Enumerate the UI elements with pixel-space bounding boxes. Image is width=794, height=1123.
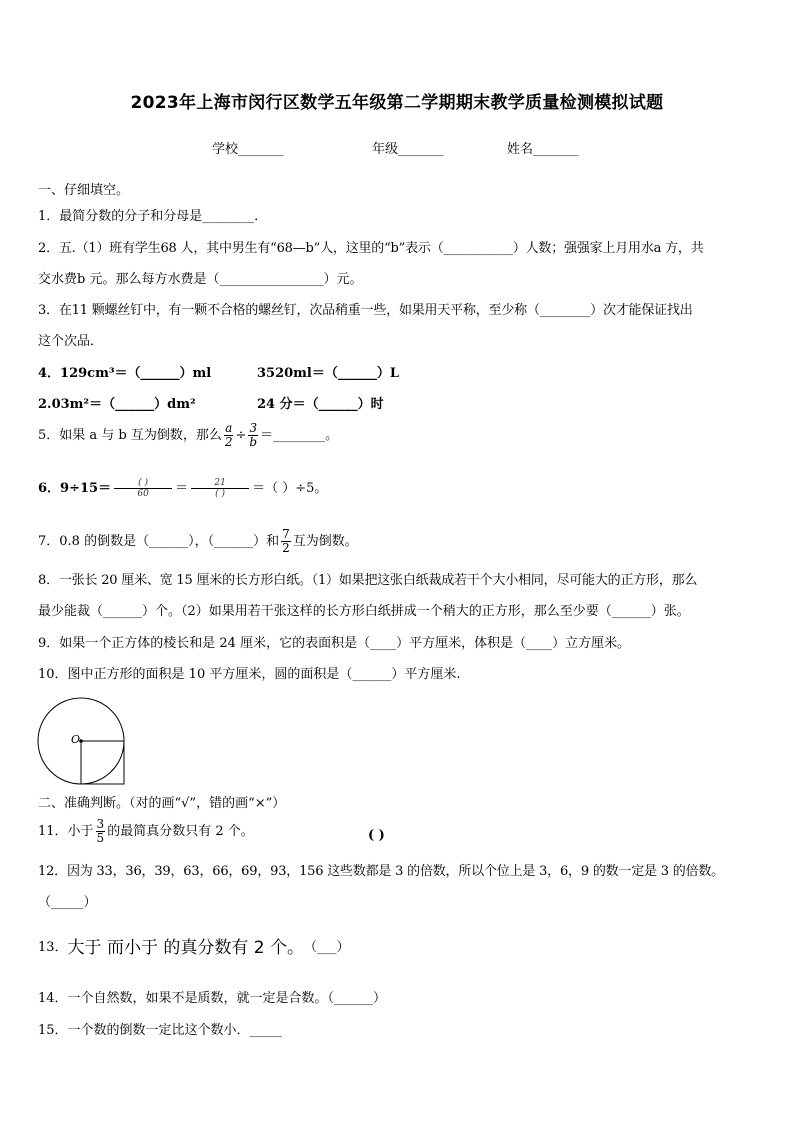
question-15: 15．一个数的倒数一定比这个数小．_____ xyxy=(38,1023,283,1038)
question-4-part-d: 24 分＝（______）时 xyxy=(257,397,384,412)
question-2-line-1: 2．五.（1）班有学生68 人，其中男生有“68—b”人，这里的“b”表示（___________）人数；强强家上月用水a 方，共 xyxy=(38,241,704,256)
question-9: 9．如果一个正方体的棱长和是 24 厘米，它的表面积是（____）平方厘米，体积是（____）立方厘米。 xyxy=(38,636,631,651)
question-12-line-2: （_____） xyxy=(38,895,97,910)
question-13-number: 13． xyxy=(38,940,68,955)
question-5-text: 5．如果 a 与 b 互为倒数，那么 xyxy=(38,427,222,443)
equals-sign: ＝ xyxy=(175,480,189,496)
question-4-part-a: 4．129cm³＝（______）ml xyxy=(38,366,212,381)
question-10: 10．图中正方形的面积是 10 平方厘米，圆的面积是（______）平方厘米. xyxy=(38,667,461,682)
fraction-denominator: 60 xyxy=(137,489,149,499)
fraction-denominator: b xyxy=(249,435,258,449)
fraction-7-over-2 xyxy=(281,528,291,555)
fraction-blank-over-60 xyxy=(113,478,173,499)
question-11-answer-paren: ( ) xyxy=(368,828,385,843)
question-7-text: 7．0.8 的倒数是（______），（______）和 xyxy=(38,533,280,549)
fraction-numerator: 3 xyxy=(96,817,105,831)
question-11-end: 的最简真分数只有 2 个。 xyxy=(107,823,254,839)
question-6-answer: ＝（ ）÷5。 xyxy=(252,480,328,496)
fraction-denominator: 5 xyxy=(96,831,105,845)
question-7 xyxy=(38,528,358,555)
question-14: 14．一个自然数，如果不是质数，就一定是合数。（______） xyxy=(38,991,387,1006)
fraction-a-over-2 xyxy=(224,422,234,449)
fraction-3-over-5 xyxy=(96,818,106,845)
question-11-text: 11．小于 xyxy=(38,823,94,839)
fraction-denominator: 2 xyxy=(282,541,290,555)
question-11 xyxy=(38,818,254,845)
question-7-end: 互为倒数。 xyxy=(292,533,358,549)
name-field: 姓名_______ xyxy=(507,142,579,157)
question-5-answer: ＝________。 xyxy=(260,427,339,443)
page-title: 2023年上海市闵行区数学五年级第二学期期末教学质量检测模拟试题 xyxy=(130,93,664,113)
fraction-3-over-b xyxy=(248,422,258,449)
fraction-denominator: ( ) xyxy=(215,489,226,499)
question-12-line-1: 12．因为 33，36，39，63，66，69，93，156 这些数都是 3 的倍数，所以个位上是 3，6，9 的数一定是 3 的倍数。 xyxy=(38,864,724,879)
question-4-part-b: 3520ml＝（______）L xyxy=(257,366,400,381)
question-3-line-1: 3．在11 颗螺丝钉中，有一颗不合格的螺丝钉，次品稍重一些，如果用天平称，至少称（________）次才能保证找出 xyxy=(38,303,693,318)
question-3-line-2: 这个次品． xyxy=(38,334,104,349)
question-6 xyxy=(38,478,327,499)
fraction-numerator: ( ) xyxy=(114,478,172,489)
fraction-numerator: 21 xyxy=(191,478,249,489)
question-8-line-1: 8．一张长 20 厘米、宽 15 厘米的长方形白纸。（1）如果把这张白纸裁成若干个大小相同，尽可能大的正方形，那么 xyxy=(38,573,698,588)
divide-sign: ÷ xyxy=(235,427,247,443)
section-1-heading: 一、仔细填空。 xyxy=(38,183,130,198)
fraction-21-over-blank xyxy=(190,478,250,499)
square-shape xyxy=(81,741,124,784)
fraction-numerator: 7 xyxy=(282,527,290,541)
question-4-part-c: 2.03m²＝（______）dm² xyxy=(38,397,196,412)
question-6-text: 6．9÷15＝ xyxy=(38,480,112,496)
circle-square-figure xyxy=(36,694,130,788)
question-5 xyxy=(38,422,338,449)
center-label: O xyxy=(71,733,81,746)
question-13-text: 大于 而小于 的真分数有 2 个。 xyxy=(67,938,304,958)
question-13 xyxy=(38,940,350,956)
question-8-line-2: 最少能裁（______）个。（2）如果用若干张这样的长方形白纸拼成一个稍大的正方形，那么至少要（______）张。 xyxy=(38,604,690,619)
fraction-denominator: 2 xyxy=(224,435,233,449)
school-field: 学校_______ xyxy=(212,142,284,157)
question-13-answer: （___） xyxy=(303,940,350,955)
question-1: 1．最简分数的分子和分母是________． xyxy=(38,209,268,224)
question-2-line-2: 交水费b 元。那么每方水费是（________________）元。 xyxy=(38,272,363,287)
fraction-numerator: a xyxy=(225,421,233,435)
section-2-heading: 二、准确判断。（对的画“√”，错的画“×”） xyxy=(38,796,286,811)
fraction-numerator: 3 xyxy=(249,421,258,435)
grade-field: 年级_______ xyxy=(372,142,444,157)
